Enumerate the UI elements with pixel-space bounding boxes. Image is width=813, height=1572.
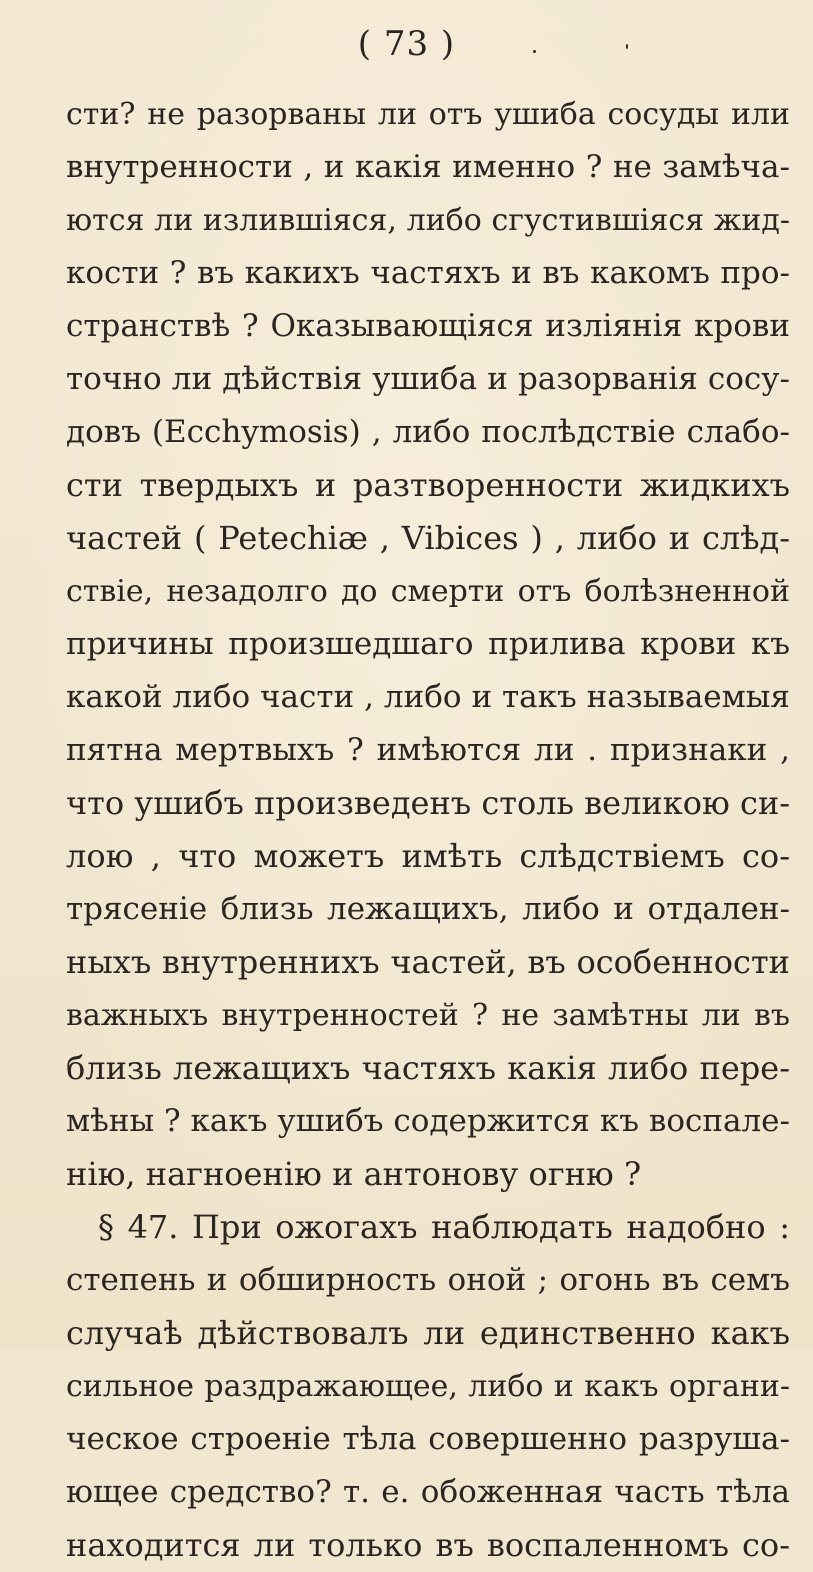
text-line: случаѣ дѣйствовалъ ли единственно какъ <box>66 1314 790 1352</box>
text-line: ческое строеніе тѣла совершенно разруша- <box>66 1421 790 1457</box>
ink-speck <box>626 44 628 49</box>
text-line: сти? не разорваны ли отъ ушиба сосуды или <box>66 97 790 132</box>
text-line: какой либо части , либо и такъ называемыя <box>66 679 790 715</box>
section-heading-line: § 47. При ожогахъ наблюдать надобно : <box>98 1208 790 1246</box>
text-line: ныхъ внутреннихъ частей, въ особенности <box>66 943 790 981</box>
text-line: мѣны ? какъ ушибъ содержится къ воспале- <box>66 1103 790 1139</box>
text-line: кости ? въ какихъ частяхъ и въ какомъ про- <box>66 255 790 291</box>
text-line: степень и обширность оной ; огонь въ семъ <box>66 1262 790 1298</box>
text-line: сти твердыхъ и разтворенности жидкихъ <box>66 466 790 504</box>
text-line: трясеніе близь лежащихъ, либо и отдален- <box>66 891 790 927</box>
text-line: сильное раздражающее, либо и какъ органи- <box>66 1369 790 1404</box>
text-line: ющее средство? т. е. обоженная часть тѣла <box>66 1474 790 1510</box>
text-line: лою , что можетъ имѣть слѣдствіемъ со- <box>66 837 790 875</box>
page-number: ( 73 ) <box>357 24 456 64</box>
text-line: довъ (Ecchymosis) , либо послѣдствіе слабо- <box>66 414 790 450</box>
text-line: пятна мертвыхъ ? имѣются ли . признаки , <box>66 732 790 768</box>
text-line: ствіе, незадолго до смерти отъ болѣзненной <box>66 574 790 609</box>
text-line: точно ли дѣйствія ушиба и разорванія сосу- <box>66 361 790 397</box>
text-line: причины произшедшаго прилива крови къ <box>66 626 790 662</box>
ink-speck <box>533 50 536 53</box>
text-line: близь лежащихъ частяхъ какія либо пере- <box>66 1049 790 1087</box>
body-text <box>66 88 790 1572</box>
text-line: важныхъ внутренностей ? не замѣтны ли въ <box>66 998 790 1033</box>
text-line: частей ( Petechiæ , Vibices ) , либо и слѣд- <box>66 519 790 557</box>
text-line: внутренности , и какія именно ? не замѣча- <box>66 149 790 185</box>
text-line: нію, нагноенію и антонову огню ? <box>66 1155 642 1193</box>
text-line: находится ли только въ воспаленномъ со- <box>66 1526 790 1564</box>
text-line: странствѣ ? Оказывающіяся изліянія крови <box>66 308 790 344</box>
text-line: ются ли излившіяся, либо сгустившіяся жид- <box>66 203 790 238</box>
text-line: что ушибъ произведенъ столь великою си- <box>66 784 790 822</box>
